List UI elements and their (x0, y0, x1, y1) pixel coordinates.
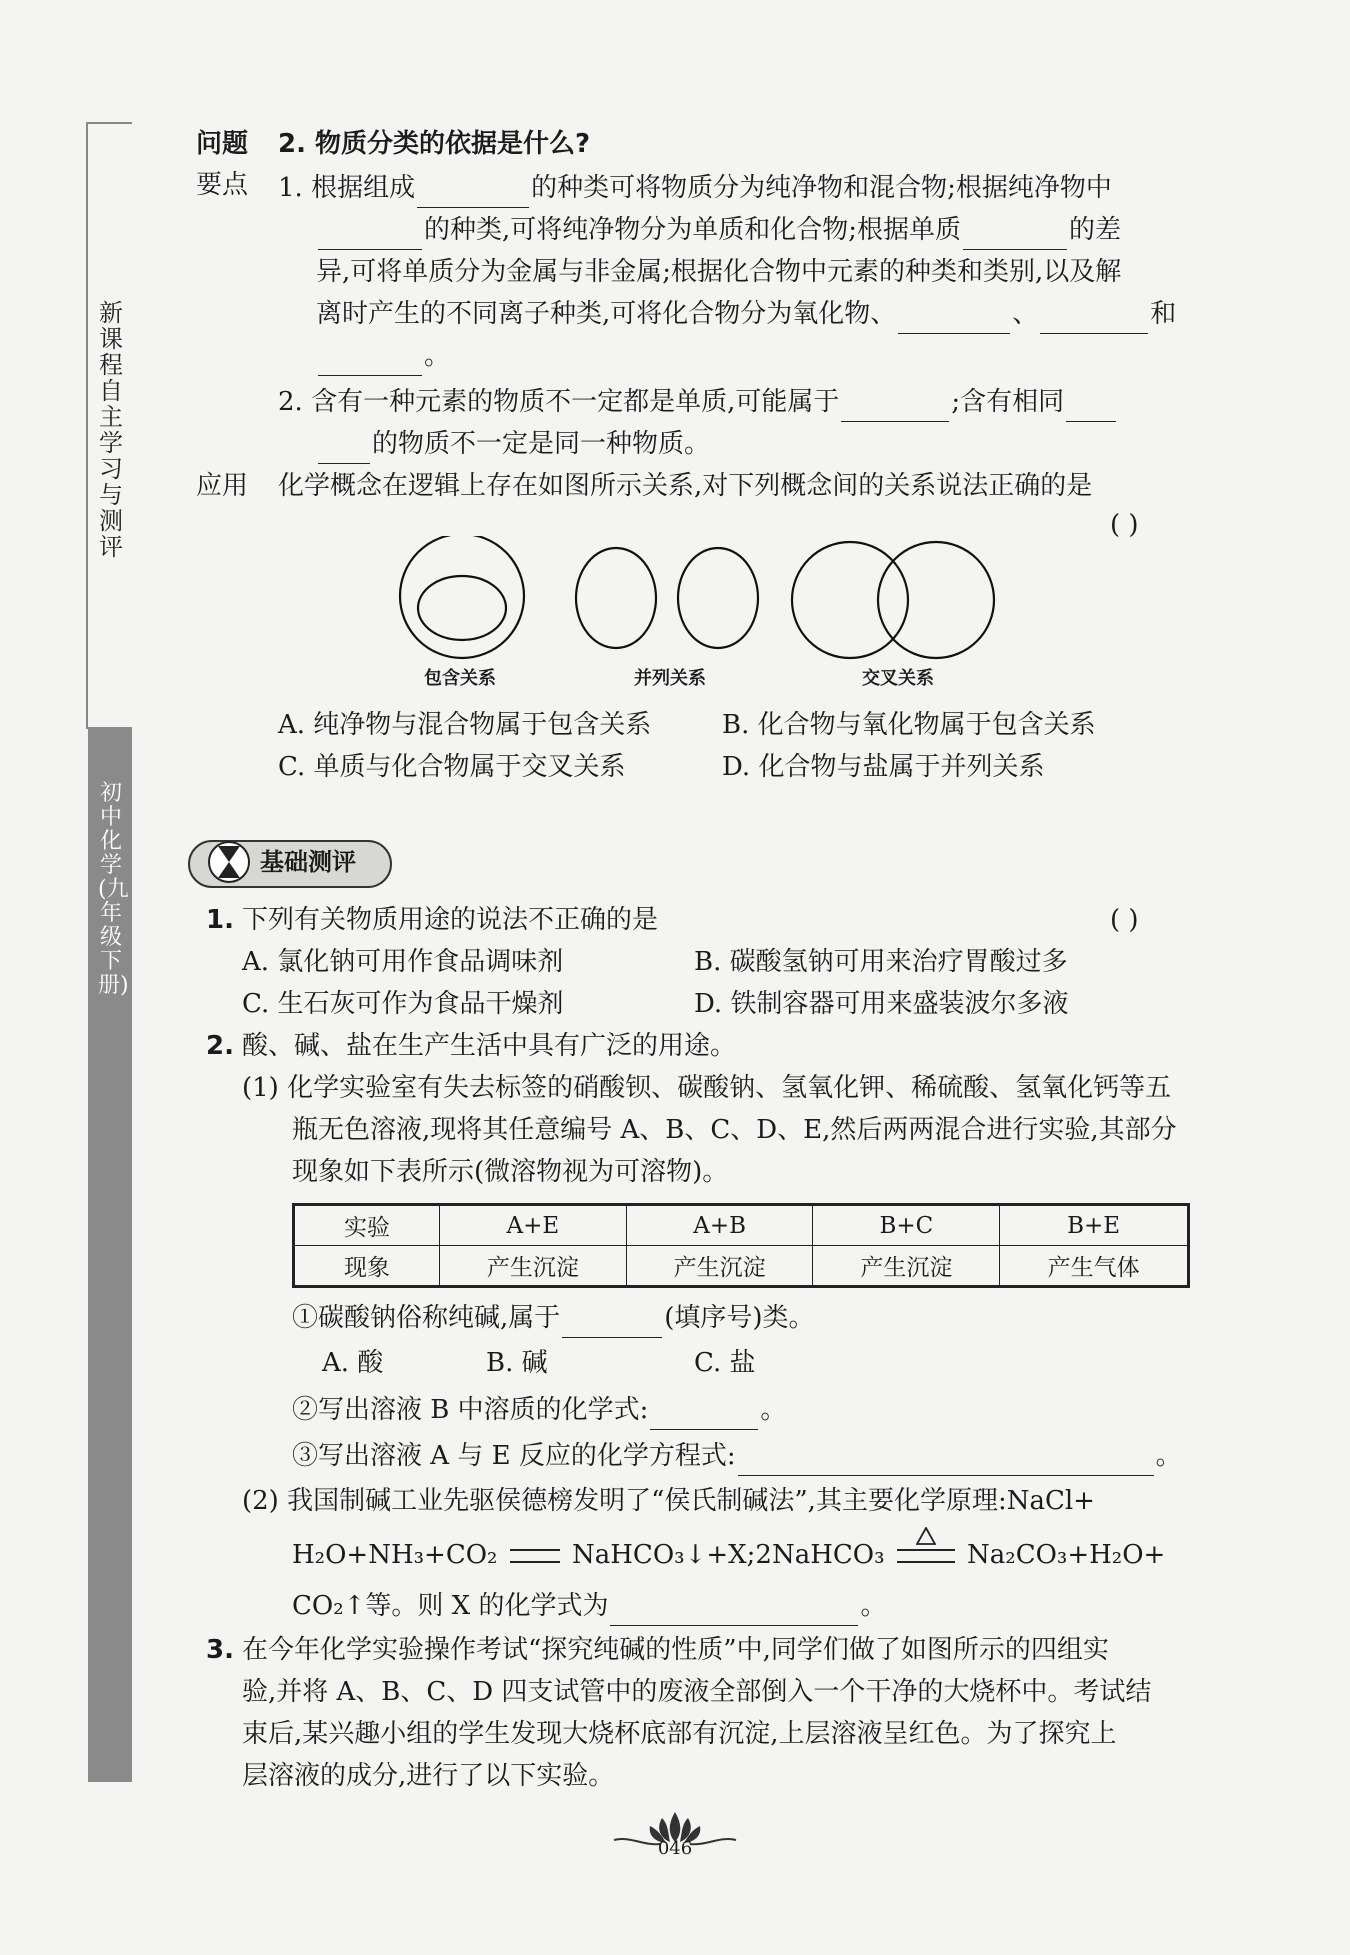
option-b[interactable]: B. 碳酸氢钠可用来治疗胃酸过多 (694, 947, 1068, 977)
option-b[interactable]: B. 化合物与氧化物属于包含关系 (722, 710, 1096, 740)
question-3-line-2: 验,并将 A、B、C、D 四支试管中的废液全部倒入一个干净的大烧杯中。考试结 (242, 1677, 1152, 1707)
question-number: 3. (206, 1635, 234, 1665)
sub1-option-c[interactable]: C. 盐 (694, 1348, 756, 1378)
question-label: 问题 (196, 129, 249, 159)
table-cell: A+E (440, 1205, 627, 1246)
part-1-line-1: (1) 化学实验室有失去标签的硝酸钡、碳酸钠、氢氧化钾、稀硫酸、氢氧化钙等五 (242, 1073, 1172, 1103)
table-cell: 产生气体 (1000, 1246, 1189, 1287)
option-a[interactable]: A. 氯化钠可用作食品调味剂 (242, 947, 564, 977)
option-c[interactable]: C. 单质与化合物属于交叉关系 (278, 752, 626, 782)
part-2-line-3: CO₂↑等。则 X 的化学式为 。 (292, 1586, 886, 1626)
keypoints-label: 要点 (196, 170, 249, 200)
keypoint-2-line-2: 的物质不一定是同一种物质。 (316, 424, 710, 464)
equals-sign (510, 1549, 560, 1563)
fill-blank[interactable] (318, 347, 422, 376)
keypoint-2-line-1: 2. 含有一种元素的物质不一定都是单质,可能属于 ;含有相同 (278, 382, 1118, 422)
sub-question-1: ①碳酸钠俗称纯碱,属于 (填序号)类。 (292, 1298, 815, 1338)
sub-question-2: ②写出溶液 B 中溶质的化学式: 。 (292, 1390, 786, 1430)
book-series-title: 新课程自主学习与测评 (99, 299, 123, 561)
answer-paren: ( ) (1110, 510, 1139, 540)
sub-question-3: ③写出溶液 A 与 E 反应的化学方程式: 。 (292, 1436, 1182, 1476)
part-1-line-2: 瓶无色溶液,现将其任意编号 A、B、C、D、E,然后两两混合进行实验,其部分 (292, 1115, 1177, 1145)
intersect-left-circle (792, 542, 908, 658)
table-cell: 产生沉淀 (626, 1246, 813, 1287)
heating-equals-sign (897, 1549, 955, 1563)
question-3-line-3: 束后,某兴趣小组的学生发现大烧杯底部有沉淀,上层溶液呈红色。为了探究上 (242, 1719, 1117, 1749)
hourglass-icon (204, 820, 254, 890)
containment-inner-ellipse (418, 576, 506, 640)
keypoint-1-line-1: 1. 根据组成 的种类可将物质分为纯净物和混合物;根据纯净物中 (278, 168, 1112, 208)
keypoint-1-line-4: 离时产生的不同离子种类,可将化合物分为氧化物、 、 和 (316, 294, 1176, 334)
keypoint-1-line-5: 。 (316, 336, 450, 376)
table-cell: 产生沉淀 (440, 1246, 627, 1287)
venn-label-containment: 包含关系 (424, 668, 496, 689)
fill-blank[interactable] (650, 1401, 758, 1430)
question-text: 下列有关物质用途的说法不正确的是 (242, 905, 659, 935)
parallel-right-ellipse (678, 548, 758, 648)
book-subject-title: 初中化学(九年级下册) (98, 781, 129, 998)
intersect-right-circle (878, 542, 994, 658)
application-label: 应用 (196, 471, 249, 501)
question-title: 2. 物质分类的依据是什么? (278, 129, 591, 159)
fill-blank[interactable] (417, 179, 529, 208)
question-3-line-4: 层溶液的成分,进行了以下实验。 (242, 1761, 615, 1791)
table-cell: A+B (626, 1205, 813, 1246)
fill-blank[interactable] (1040, 305, 1148, 334)
table-cell: 现象 (294, 1246, 440, 1287)
part-1-line-3: 现象如下表所示(微溶物视为可溶物)。 (292, 1157, 729, 1187)
section-title: 基础测评 (260, 848, 356, 876)
part-2-line-1: (2) 我国制碱工业先驱侯德榜发明了“侯氏制碱法”,其主要化学原理:NaCl+ (242, 1486, 1095, 1516)
table-row (294, 1246, 1189, 1287)
venn-label-parallel: 并列关系 (634, 668, 706, 689)
table-cell: B+C (813, 1205, 1000, 1246)
observation-table (292, 1203, 1190, 1288)
venn-label-intersection: 交叉关系 (862, 668, 934, 689)
fill-blank[interactable] (841, 393, 949, 422)
application-question: 化学概念在逻辑上存在如图所示关系,对下列概念间的关系说法正确的是 (278, 471, 1093, 501)
fill-blank[interactable] (318, 221, 422, 250)
question-3-line-1: 在今年化学实验操作考试“探究纯碱的性质”中,同学们做了如图所示的四组实 (242, 1635, 1109, 1665)
fill-blank[interactable] (738, 1447, 1154, 1476)
page-number: 046 (657, 1838, 693, 1859)
parallel-left-ellipse (576, 548, 656, 648)
option-d[interactable]: D. 铁制容器可用来盛装波尔多液 (694, 989, 1069, 1019)
keypoint-1-line-2: 的种类,可将纯净物分为单质和化合物;根据单质 的差 (316, 210, 1121, 250)
table-row (294, 1205, 1189, 1246)
sub1-option-b[interactable]: B. 碱 (486, 1348, 548, 1378)
fill-blank[interactable] (610, 1597, 858, 1626)
answer-paren: ( ) (1110, 905, 1139, 935)
fill-blank[interactable] (963, 221, 1067, 250)
table-cell: 产生沉淀 (813, 1246, 1000, 1287)
fill-blank[interactable] (318, 435, 370, 464)
keypoint-1-line-3: 异,可将单质分为金属与非金属;根据化合物中元素的种类和类别,以及解 (316, 257, 1122, 287)
option-c[interactable]: C. 生石灰可作为食品干燥剂 (242, 989, 564, 1019)
question-text: 酸、碱、盐在生产生活中具有广泛的用途。 (242, 1031, 737, 1061)
fill-blank[interactable] (898, 305, 1010, 334)
question-number: 2. (206, 1031, 234, 1061)
fill-blank[interactable] (1066, 393, 1116, 422)
heat-triangle-icon (916, 1527, 936, 1545)
question-number: 1. (206, 905, 234, 935)
fill-blank[interactable] (562, 1309, 662, 1338)
option-d[interactable]: D. 化合物与盐属于并列关系 (722, 752, 1045, 782)
table-cell: 实验 (294, 1205, 440, 1246)
table-cell: B+E (1000, 1205, 1189, 1246)
equation-line: H₂O+NH₃+CO₂ NaHCO₃↓+X;2NaHCO₃ Na₂CO₃+H₂O+ (292, 1535, 1165, 1575)
sub1-option-a[interactable]: A. 酸 (322, 1348, 384, 1378)
option-a[interactable]: A. 纯净物与混合物属于包含关系 (278, 710, 652, 740)
